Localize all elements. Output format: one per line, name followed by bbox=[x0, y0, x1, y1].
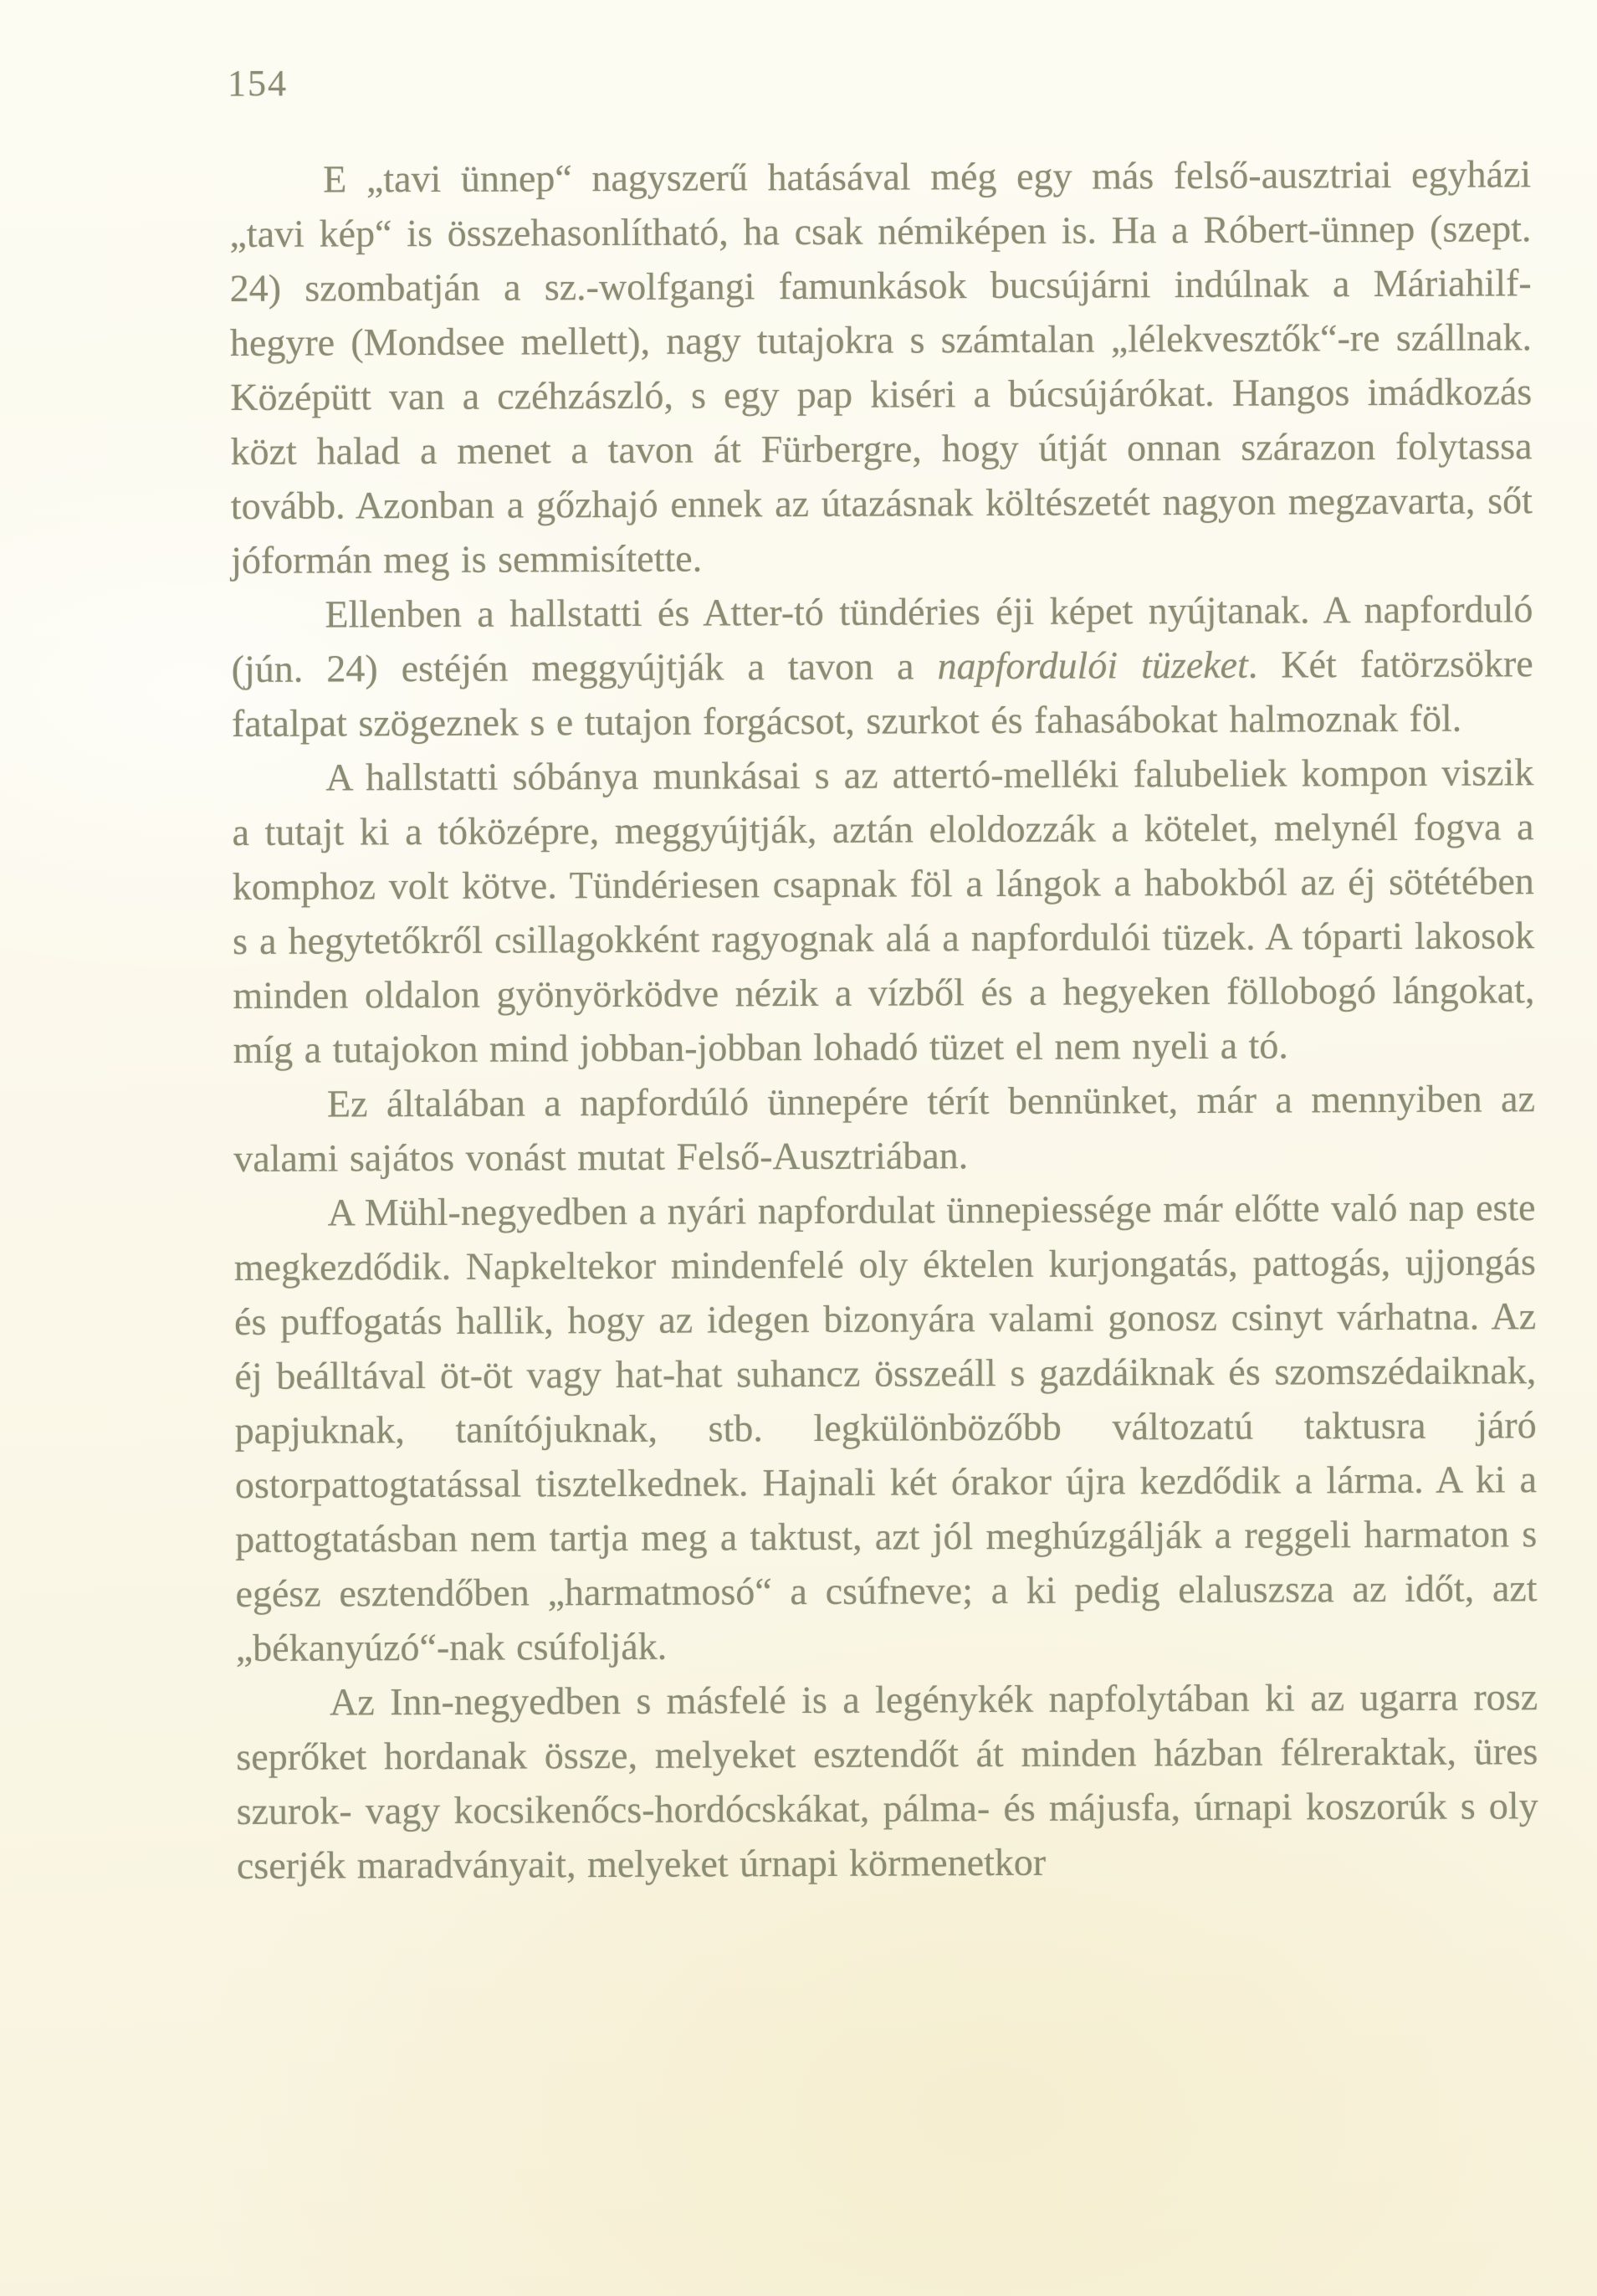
paragraph-muhl-negyed: A Mühl-negyedben a nyári napfordulat ünnepiessége már előtte való nap este megkezdődik. Napkeltekor mindenfelé oly éktelen kurjongatás, pattogás, ujjongás és puffogatás hallik, hogy az idegen bizonyára valami gonosz csinyt várhatna. Az éj beálltával öt-öt vagy hat-hat suhancz összeáll s gazdáiknak és szomszédaiknak, papjuknak, tanítójuknak, stb. legkülönbözőbb változatú taktusra járó ostorpattogtatással tisztelkednek. Hajnali két órakor újra kezdődik a lárma. A ki a pattogtatásban nem tartja meg a taktust, azt jól meghúzgálják a reggeli harmaton s egész esztendőben „harmatmosó“ a csúfneve; a ki pedig elaluszsza az időt, azt „békanyúzó“-nak csúfolják. bbox=[233, 1186, 1538, 1669]
paragraph-tavi-unnep: E „tavi ünnep“ nagyszerű hatásával még egy más felső-ausztriai egyházi „tavi kép“ is összehasonlítható, ha csak némiképen is. Ha a Róbert-ünnep (szept. 24) szombatján a sz.-wolfgangi famunkások bucsújárni indúlnak a Máriahilf-hegyre (Mondsee mellett), nagy tutajokra s számtalan „lélekvesztők“-re szállnak. Középütt van a czéhzászló, s egy pap kiséri a búcsújárókat. Hangos imádkozás közt halad a menet a tavon át Fürbergre, hogy útját onnan szárazon folytassa tovább. Azonban a gőzhajó ennek az útazásnak költészetét nagyon megzavarta, sőt jóformán meg is semmisítette. bbox=[229, 152, 1533, 582]
paragraph-napforduloi-tuzek-post: . Két fatörzsökre fatalpat szögeznek s e tutajon forgácsot, szurkot és fahasábokat halmoznak föl. bbox=[231, 642, 1533, 745]
paragraph-napforduloi-tuzek-pre: Ellenben a hallstatti és Atter-tó tündéries éji képet nyújtanak. A napforduló (jún. 24) estéjén meggyújtják a tavon a bbox=[231, 587, 1533, 690]
napforduloi-tuzeket-italic-phrase: napfordulói tüzeket bbox=[937, 643, 1248, 688]
page-number: 154 bbox=[228, 63, 288, 104]
paragraph-napforduloi-tuzek bbox=[231, 582, 1533, 751]
paragraph-ez-altalaban: Ez általában a napfordúló ünnepére térít bennünket, már a mennyiben az valami sajátos vonást mutat Felső-Ausztriában. bbox=[233, 1077, 1536, 1180]
paragraph-hallstatti-sobanya: A hallstatti sóbánya munkásai s az attertó-melléki falubeliek kompon viszik a tutajt ki a tóközépre, meggyújtják, aztán eloldozzák a kötelet, melynél fogva a komphoz volt kötve. Tündériesen csapnak föl a lángok a habokból az éj sötétében s a hegytetőkről csillagokként ragyognak alá a napfordulói tüzek. A tóparti lakosok minden oldalon gyönyörködve nézik a vízből és a hegyeken föllobogó lángokat, míg a tutajokon mind jobban-jobban lohadó tüzet el nem nyeli a tó. bbox=[232, 751, 1535, 1071]
page-text-block bbox=[229, 146, 1538, 1893]
paragraph-inn-negyed: Az Inn-negyedben s másfelé is a legénykék napfolytában ki az ugarra rosz seprőket hordanak össze, melyeket esztendőt át minden házban félreraktak, üres szurok- vagy kocsikenőcs-hordócskákat, pálma- és májusfa, úrnapi koszorúk s oly cserjék maradványait, melyeket úrnapi körmenetkor bbox=[236, 1675, 1538, 1887]
